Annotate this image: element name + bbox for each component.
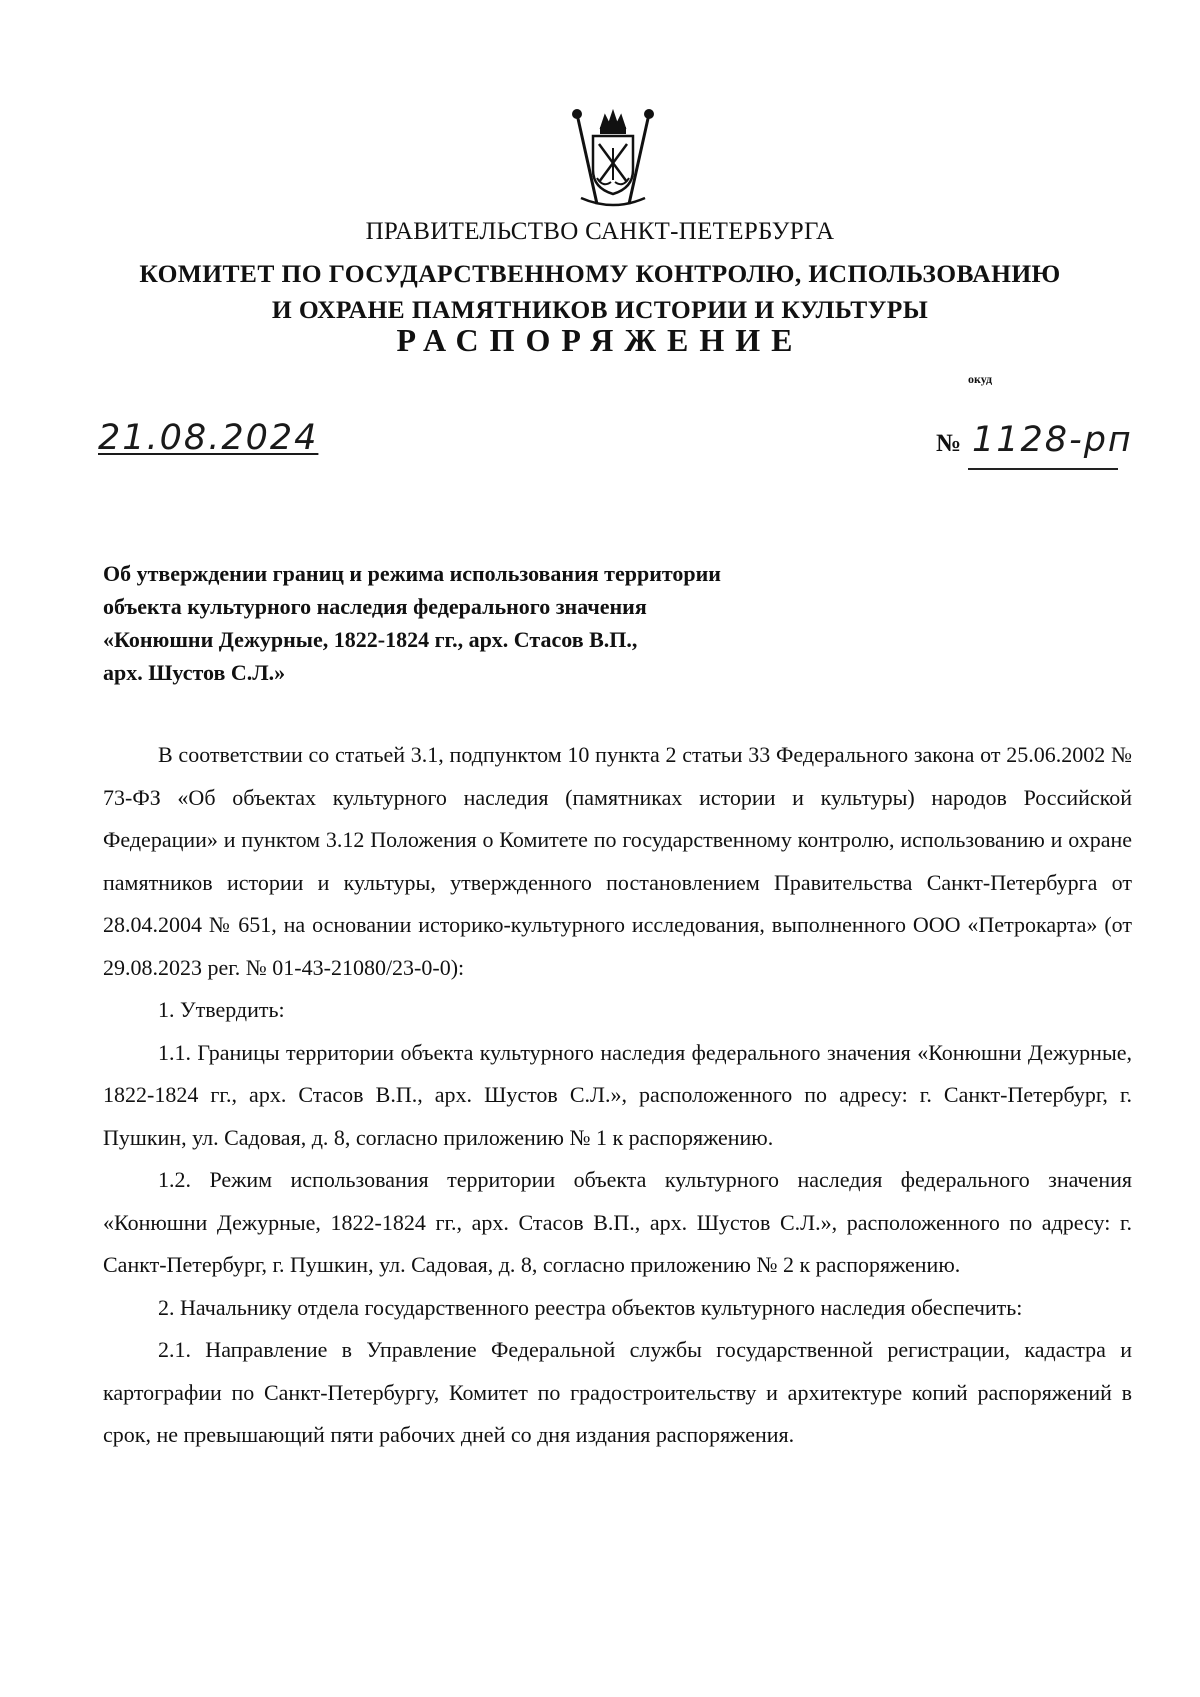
- clause-1-2: 1.2. Режим использования территории объекта культурного наследия федерального значения «Конюшни Дежурные, 1822-1824 гг., арх. Стасов В.П., арх. Шустов С.Л.», расположенного по адресу: г. Санкт-Петербург, г. Пушкин, ул. Садовая, д. 8, согласно приложению № 2 к распоряжению.: [103, 1167, 1132, 1277]
- document-subject: [103, 557, 803, 689]
- clause-1: 1. Утвердить:: [158, 997, 285, 1022]
- subject-line: Об утверждении границ и режима использования территории: [103, 561, 721, 586]
- preamble-paragraph: В соответствии со статьей 3.1, подпунктом 10 пункта 2 статьи 33 Федерального закона от 25.06.2002 № 73-ФЗ «Об объектах культурного наследия (памятниках истории и культуры) народов Российской Федерации» и пунктом 3.12 Положения о Комитете по государственному контролю, использованию и охране памятников истории и культуры, утвержденного постановлением Правительства Санкт-Петербурга от 28.04.2004 № 651, на основании историко-культурного исследования, выполненного ООО «Петрокарта» (от 29.08.2023 рег. № 01-43-21080/23-0-0):: [103, 742, 1132, 980]
- committee-title-line1: КОМИТЕТ ПО ГОСУДАРСТВЕННОМУ КОНТРОЛЮ, ИСПОЛЬЗОВАНИЮ: [139, 259, 1061, 288]
- document-number: 1128-рп: [972, 420, 1133, 460]
- coat-of-arms-icon: [567, 108, 659, 212]
- clause-2-1: 2.1. Направление в Управление Федеральной службы государственной регистрации, кадастра и картографии по Санкт-Петербургу, Комитет по градостроительству и архитектуре копий распоряжений в срок, не превышающий пяти рабочих дней со дня издания распоряжения.: [103, 1337, 1132, 1447]
- okud-label: окуд: [968, 372, 993, 386]
- document-body: [103, 734, 1132, 1457]
- government-title: ПРАВИТЕЛЬСТВО САНКТ-ПЕТЕРБУРГА: [365, 218, 835, 245]
- subject-line: «Конюшни Дежурные, 1822-1824 гг., арх. Стасов В.П.,: [103, 627, 638, 652]
- document-date: 21.08.2024: [98, 418, 319, 458]
- clause-2: 2. Начальнику отдела государственного реестра объектов культурного наследия обеспечить:: [158, 1294, 1023, 1320]
- committee-title-line2: И ОХРАНЕ ПАМЯТНИКОВ ИСТОРИИ И КУЛЬТУРЫ: [271, 295, 929, 324]
- clause-1-1: 1.1. Границы территории объекта культурного наследия федерального значения «Конюшни Дежурные, 1822-1824 гг., арх. Стасов В.П., арх. Шустов С.Л.», расположенного по адресу: г. Санкт-Петербург, г. Пушкин, ул. Садовая, д. 8, согласно приложению № 1 к распоряжению.: [103, 1039, 1132, 1150]
- subject-line: арх. Шустов С.Л.»: [103, 660, 286, 685]
- committee-title: [0, 256, 1200, 328]
- number-sign: №: [936, 430, 962, 457]
- subject-line: объекта культурного наследия федерального значения: [103, 594, 647, 619]
- number-underline: [968, 468, 1118, 470]
- document-type: РАСПОРЯЖЕНИЕ: [396, 322, 804, 358]
